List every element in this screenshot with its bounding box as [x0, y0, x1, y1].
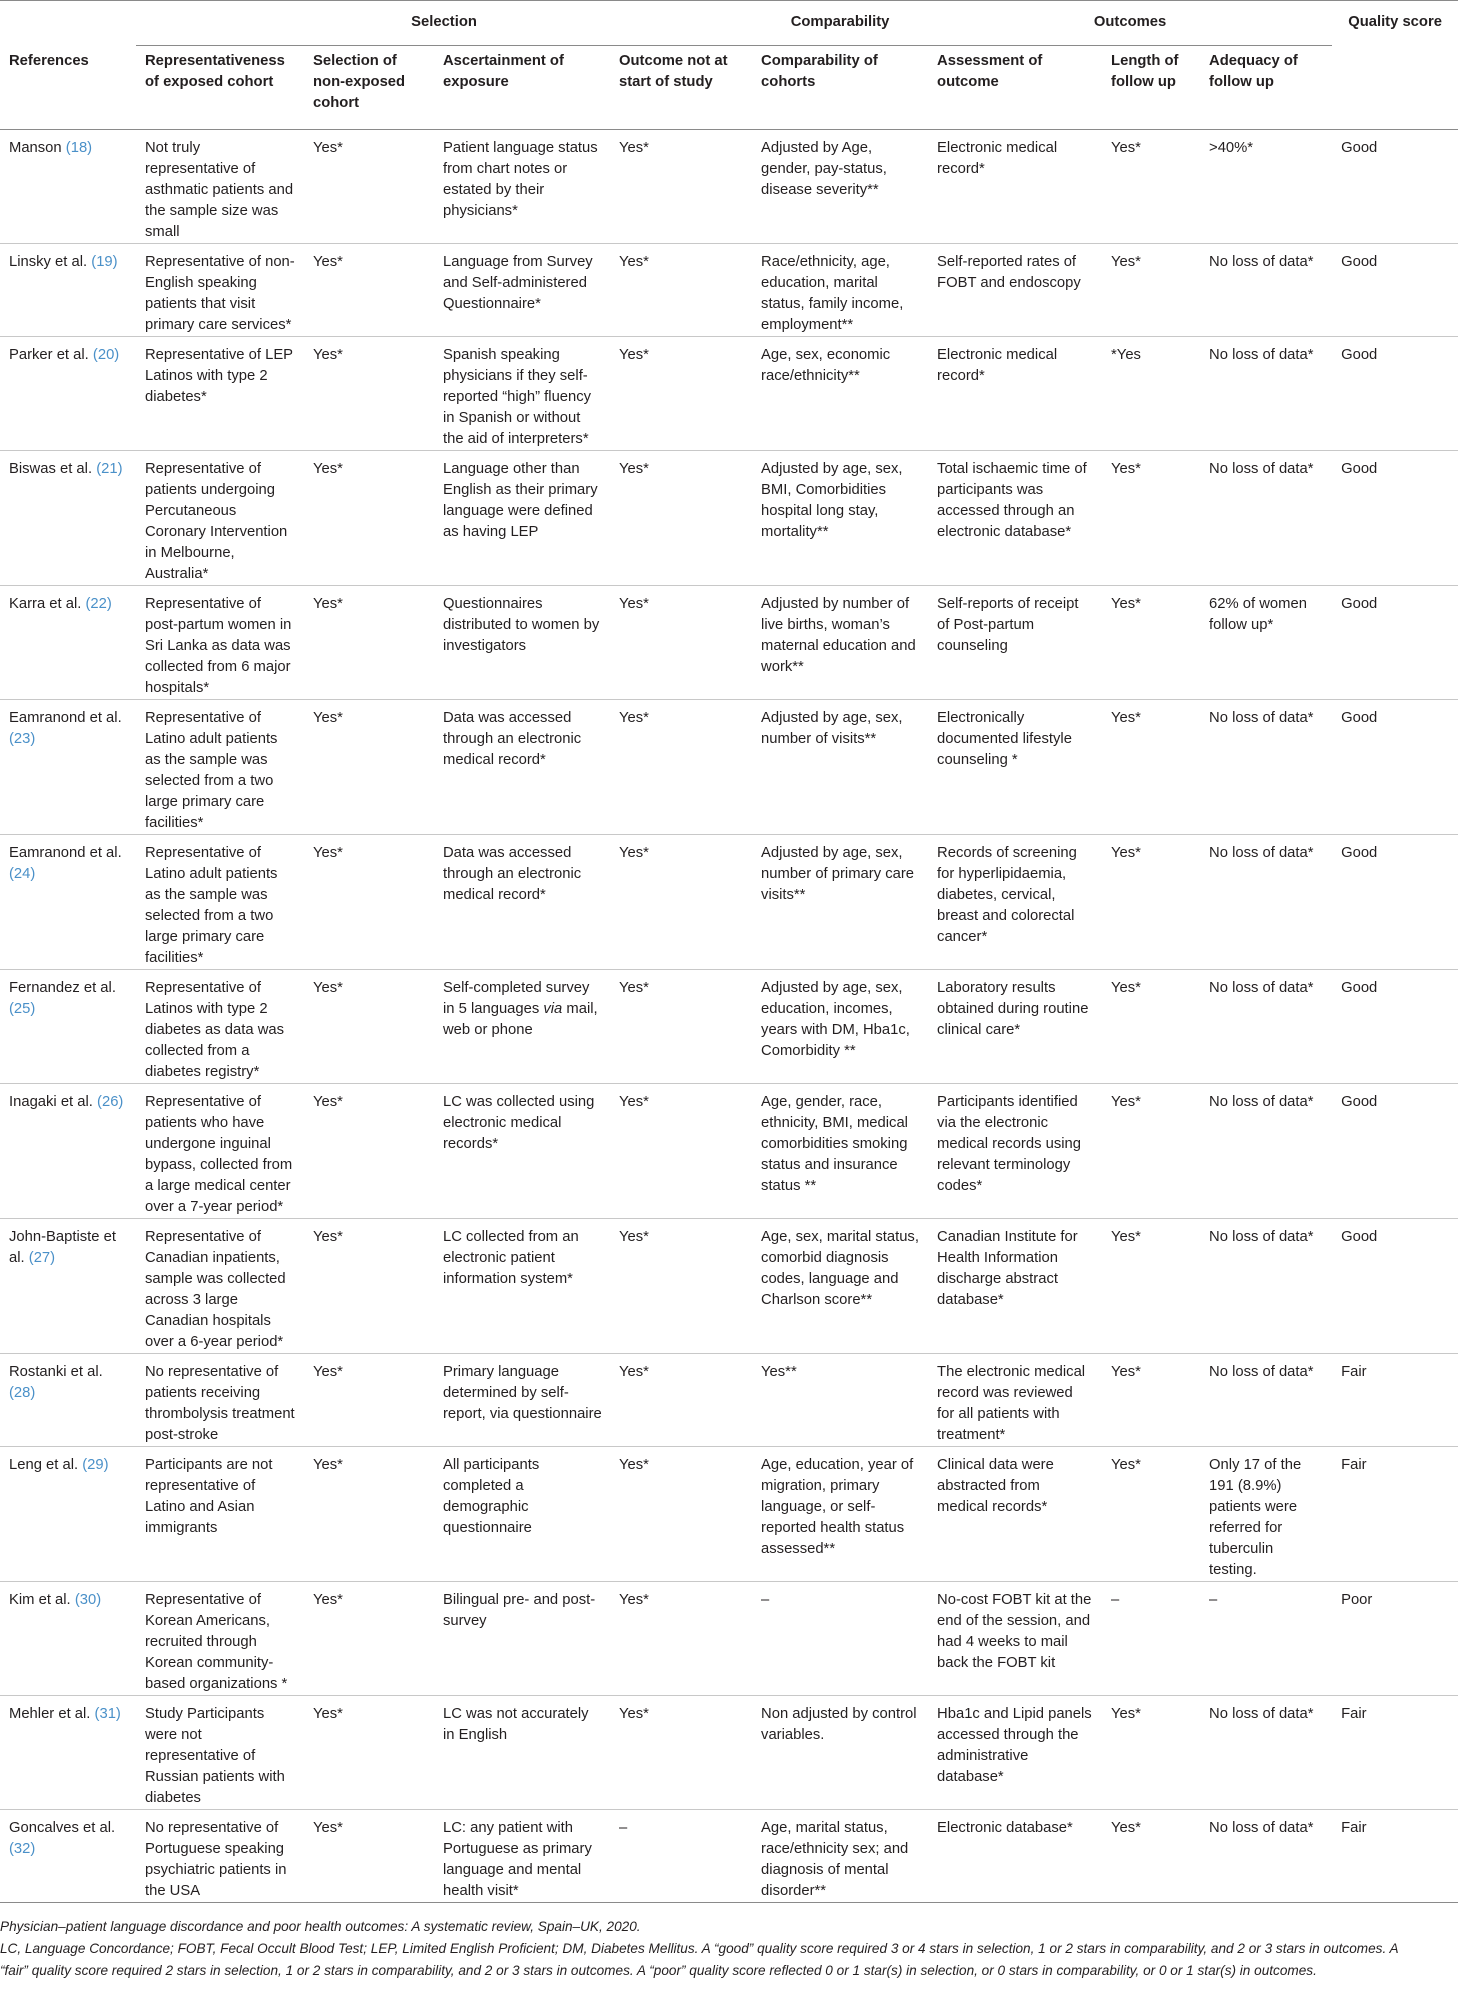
citation-link[interactable]: (25)	[9, 1001, 36, 1017]
cell-assessment-outcome: No-cost FOBT kit at the end of the session, and had 4 weeks to mail back the FOBT kit	[928, 1582, 1102, 1696]
cell-selection-non-exposed: Yes*	[304, 586, 434, 700]
cell-ascertainment: LC was collected using electronic medical records*	[434, 1084, 610, 1219]
cell-representativeness: Representative of patients undergoing Percutaneous Coronary Intervention in Melbourne, Australia*	[136, 451, 304, 586]
cell-ascertainment: Questionnaires distributed to women by investigators	[434, 586, 610, 700]
citation-link[interactable]: (19)	[91, 254, 118, 270]
cell-adequacy-follow-up: No loss of data*	[1200, 337, 1332, 451]
cell-quality-score: Good	[1332, 586, 1458, 700]
citation-link[interactable]: (28)	[9, 1385, 36, 1401]
cell-outcome-not-at-start: Yes*	[610, 244, 752, 337]
cell-outcome-not-at-start: Yes*	[610, 1696, 752, 1810]
cell-representativeness: Representative of post-partum women in Sri Lanka as data was collected from 6 major hospitals*	[136, 586, 304, 700]
cell-outcome-not-at-start: Yes*	[610, 1219, 752, 1354]
cell-adequacy-follow-up: No loss of data*	[1200, 244, 1332, 337]
table-row	[0, 1447, 1458, 1582]
cell-adequacy-follow-up: No loss of data*	[1200, 1219, 1332, 1354]
cell-quality-score: Fair	[1332, 1354, 1458, 1447]
cell-comparability: Age, marital status, race/ethnicity sex; and diagnosis of mental disorder**	[752, 1810, 928, 1903]
cell-reference	[0, 130, 136, 244]
cell-length-follow-up: Yes*	[1102, 1084, 1200, 1219]
cell-representativeness: Representative of non-English speaking patients that visit primary care services*	[136, 244, 304, 337]
cell-length-follow-up: Yes*	[1102, 1447, 1200, 1582]
group-comparability: Comparability	[752, 0, 928, 46]
footnote-line-2: “fair” quality score required 2 stars in selection, 1 or 2 stars in comparability, and 2 or 3 stars in outcomes. A “poor” quality score reflected 0 or 1 star(s) in selection, or 0 stars in comparability, or 0 or 1 star(s) in outcomes.	[0, 1963, 1317, 1978]
cell-ascertainment: Spanish speaking physicians if they self-reported “high” fluency in Spanish or without the aid of interpreters*	[434, 337, 610, 451]
cell-quality-score: Fair	[1332, 1447, 1458, 1582]
cell-quality-score: Fair	[1332, 1696, 1458, 1810]
table-body	[0, 130, 1458, 1903]
group-spacer	[0, 0, 136, 46]
table-row	[0, 244, 1458, 337]
col-representativeness: Representativeness of exposed cohort	[136, 46, 304, 130]
cell-representativeness: Not truly representative of asthmatic patients and the sample size was small	[136, 130, 304, 244]
cell-adequacy-follow-up: No loss of data*	[1200, 700, 1332, 835]
cell-ascertainment: LC collected from an electronic patient information system*	[434, 1219, 610, 1354]
cell-length-follow-up: Yes*	[1102, 130, 1200, 244]
citation-link[interactable]: (20)	[92, 347, 120, 363]
footnote-line-1: LC, Language Concordance; FOBT, Fecal Occult Blood Test; LEP, Limited English Proficient; DM, Diabetes Mellitus. A “good” quality score required 3 or 4 stars in selection, 1 or 2 stars in comparability, and 2 or 3 stars in outcomes. A	[0, 1941, 1399, 1956]
cell-reference	[0, 1084, 136, 1219]
cell-ascertainment: Bilingual pre- and post-survey	[434, 1582, 610, 1696]
cell-quality-score: Good	[1332, 700, 1458, 835]
cell-assessment-outcome: Self-reports of receipt of Post-partum counseling	[928, 586, 1102, 700]
cell-selection-non-exposed: Yes*	[304, 1582, 434, 1696]
cell-adequacy-follow-up: No loss of data*	[1200, 1696, 1332, 1810]
cell-length-follow-up: Yes*	[1102, 700, 1200, 835]
cell-comparability: Adjusted by age, sex, number of primary care visits**	[752, 835, 928, 970]
cell-representativeness: Study Participants were not representative of Russian patients with diabetes	[136, 1696, 304, 1810]
citation-link[interactable]: (22)	[85, 596, 112, 612]
reference-name: Goncalves et al.	[9, 1820, 116, 1836]
reference-name: Eamranond et al.	[9, 710, 122, 726]
cell-adequacy-follow-up: No loss of data*	[1200, 970, 1332, 1084]
cell-representativeness: Representative of patients who have undergone inguinal bypass, collected from a large medical center over a 7-year period*	[136, 1084, 304, 1219]
cell-quality-score: Good	[1332, 244, 1458, 337]
cell-length-follow-up: Yes*	[1102, 586, 1200, 700]
cell-selection-non-exposed: Yes*	[304, 1810, 434, 1903]
cell-reference	[0, 451, 136, 586]
reference-name: Parker et al.	[9, 347, 89, 363]
cell-comparability: Adjusted by age, sex, BMI, Comorbidities hospital long stay, mortality**	[752, 451, 928, 586]
cell-length-follow-up: Yes*	[1102, 970, 1200, 1084]
cell-assessment-outcome: Participants identified via the electronic medical records using relevant terminology codes*	[928, 1084, 1102, 1219]
cell-quality-score: Good	[1332, 130, 1458, 244]
cell-outcome-not-at-start: Yes*	[610, 130, 752, 244]
cell-selection-non-exposed: Yes*	[304, 700, 434, 835]
reference-name: Inagaki et al.	[9, 1094, 93, 1110]
cell-adequacy-follow-up: No loss of data*	[1200, 1810, 1332, 1903]
cell-reference	[0, 244, 136, 337]
table-row	[0, 1219, 1458, 1354]
cell-ascertainment: LC was not accurately in English	[434, 1696, 610, 1810]
cell-quality-score: Good	[1332, 337, 1458, 451]
cell-assessment-outcome: Clinical data were abstracted from medical records*	[928, 1447, 1102, 1582]
cell-assessment-outcome: Electronic medical record*	[928, 130, 1102, 244]
cell-outcome-not-at-start: Yes*	[610, 1447, 752, 1582]
cell-adequacy-follow-up: >40%*	[1200, 130, 1332, 244]
cell-reference	[0, 337, 136, 451]
cell-comparability: Adjusted by age, sex, education, incomes, years with DM, Hba1c, Comorbidity **	[752, 970, 928, 1084]
group-selection: Selection	[136, 0, 752, 46]
cell-selection-non-exposed: Yes*	[304, 970, 434, 1084]
cell-selection-non-exposed: Yes*	[304, 1084, 434, 1219]
cell-outcome-not-at-start: Yes*	[610, 1582, 752, 1696]
citation-link[interactable]: (31)	[94, 1706, 121, 1722]
cell-comparability: Yes**	[752, 1354, 928, 1447]
cell-comparability: Adjusted by Age, gender, pay-status, disease severity**	[752, 130, 928, 244]
cell-outcome-not-at-start: Yes*	[610, 835, 752, 970]
reference-name: Manson	[9, 140, 62, 156]
cell-assessment-outcome: Electronic medical record*	[928, 337, 1102, 451]
cell-outcome-not-at-start: Yes*	[610, 337, 752, 451]
table-row	[0, 130, 1458, 244]
cell-assessment-outcome: Hba1c and Lipid panels accessed through the administrative database*	[928, 1696, 1102, 1810]
cell-selection-non-exposed: Yes*	[304, 835, 434, 970]
col-selection-non-exposed: Selection of non-exposed cohort	[304, 46, 434, 130]
col-outcome-not-at-start: Outcome not at start of study	[610, 46, 752, 130]
citation-link[interactable]: (29)	[82, 1457, 109, 1473]
cell-length-follow-up: Yes*	[1102, 451, 1200, 586]
cell-reference	[0, 1810, 136, 1903]
cell-representativeness: Representative of Korean Americans, recruited through Korean community-based organizations *	[136, 1582, 304, 1696]
cell-assessment-outcome: Electronic database*	[928, 1810, 1102, 1903]
citation-link[interactable]: (23)	[9, 731, 36, 747]
cell-comparability: –	[752, 1582, 928, 1696]
table-row	[0, 451, 1458, 586]
cell-selection-non-exposed: Yes*	[304, 1447, 434, 1582]
cell-selection-non-exposed: Yes*	[304, 451, 434, 586]
table-row	[0, 1582, 1458, 1696]
cell-selection-non-exposed: Yes*	[304, 1354, 434, 1447]
col-assessment-outcome: Assessment of outcome	[928, 46, 1102, 130]
cell-outcome-not-at-start: Yes*	[610, 970, 752, 1084]
column-header-row	[0, 46, 1458, 130]
cell-assessment-outcome: Total ischaemic time of participants was accessed through an electronic database*	[928, 451, 1102, 586]
cell-comparability: Age, sex, marital status, comorbid diagnosis codes, language and Charlson score**	[752, 1219, 928, 1354]
cell-adequacy-follow-up: No loss of data*	[1200, 451, 1332, 586]
cell-reference	[0, 970, 136, 1084]
reference-name: Kim et al.	[9, 1592, 71, 1608]
citation-link[interactable]: (27)	[28, 1250, 56, 1266]
cell-reference	[0, 1696, 136, 1810]
reference-name: Biswas et al.	[9, 461, 93, 477]
cell-comparability: Race/ethnicity, age, education, marital status, family income, employment**	[752, 244, 928, 337]
cell-comparability: Adjusted by age, sex, number of visits**	[752, 700, 928, 835]
cell-comparability: Non adjusted by control variables.	[752, 1696, 928, 1810]
citation-link[interactable]: (24)	[9, 866, 36, 882]
cell-quality-score: Poor	[1332, 1582, 1458, 1696]
cell-adequacy-follow-up: No loss of data*	[1200, 1354, 1332, 1447]
cell-ascertainment: Language other than English as their primary language were defined as having LEP	[434, 451, 610, 586]
cell-reference	[0, 835, 136, 970]
col-quality-score	[1332, 46, 1458, 130]
cell-length-follow-up: *Yes	[1102, 337, 1200, 451]
reference-name: Leng et al.	[9, 1457, 79, 1473]
cell-representativeness: Representative of LEP Latinos with type 2 diabetes*	[136, 337, 304, 451]
cell-selection-non-exposed: Yes*	[304, 244, 434, 337]
cell-assessment-outcome: Electronically documented lifestyle counseling *	[928, 700, 1102, 835]
cell-adequacy-follow-up: Only 17 of the 191 (8.9%) patients were referred for tuberculin testing.	[1200, 1447, 1332, 1582]
cell-reference	[0, 1447, 136, 1582]
cell-length-follow-up: Yes*	[1102, 1810, 1200, 1903]
cell-representativeness: Representative of Latino adult patients as the sample was selected from a two large primary care facilities*	[136, 835, 304, 970]
col-ascertainment: Ascertainment of exposure	[434, 46, 610, 130]
cell-quality-score: Good	[1332, 1084, 1458, 1219]
cell-representativeness: Representative of Latinos with type 2 diabetes as data was collected from a diabetes registry*	[136, 970, 304, 1084]
table-header	[0, 0, 1458, 130]
cell-comparability: Adjusted by number of live births, woman’s maternal education and work**	[752, 586, 928, 700]
cell-assessment-outcome: Laboratory results obtained during routine clinical care*	[928, 970, 1102, 1084]
cell-adequacy-follow-up: No loss of data*	[1200, 835, 1332, 970]
cell-assessment-outcome: The electronic medical record was reviewed for all patients with treatment*	[928, 1354, 1102, 1447]
cell-length-follow-up: Yes*	[1102, 835, 1200, 970]
cell-comparability: Age, education, year of migration, primary language, or self-reported health status assessed**	[752, 1447, 928, 1582]
table-row	[0, 970, 1458, 1084]
cell-representativeness: No representative of patients receiving thrombolysis treatment post-stroke	[136, 1354, 304, 1447]
cell-assessment-outcome: Self-reported rates of FOBT and endoscopy	[928, 244, 1102, 337]
cell-comparability: Age, gender, race, ethnicity, BMI, medical comorbidities smoking status and insurance status **	[752, 1084, 928, 1219]
col-length-follow-up: Length of follow up	[1102, 46, 1200, 130]
citation-link[interactable]: (18)	[65, 140, 93, 156]
table-caption: Physician–patient language discordance and poor health outcomes: A systematic review, Spain–UK, 2020.	[0, 1919, 641, 1934]
cell-adequacy-follow-up: 62% of women follow up*	[1200, 586, 1332, 700]
cell-adequacy-follow-up: –	[1200, 1582, 1332, 1696]
table-row	[0, 1696, 1458, 1810]
cell-quality-score: Good	[1332, 1219, 1458, 1354]
cell-outcome-not-at-start: –	[610, 1810, 752, 1903]
cell-adequacy-follow-up: No loss of data*	[1200, 1084, 1332, 1219]
cell-length-follow-up: –	[1102, 1582, 1200, 1696]
citation-link[interactable]: (26)	[97, 1094, 124, 1110]
cell-outcome-not-at-start: Yes*	[610, 700, 752, 835]
cell-length-follow-up: Yes*	[1102, 1219, 1200, 1354]
cell-quality-score: Good	[1332, 451, 1458, 586]
cell-reference	[0, 1354, 136, 1447]
cell-representativeness: No representative of Portuguese speaking psychiatric patients in the USA	[136, 1810, 304, 1903]
table-row	[0, 1810, 1458, 1903]
cell-ascertainment: Data was accessed through an electronic medical record*	[434, 835, 610, 970]
cell-reference	[0, 1582, 136, 1696]
reference-name: Mehler et al.	[9, 1706, 91, 1722]
cell-ascertainment: LC: any patient with Portuguese as primary language and mental health visit*	[434, 1810, 610, 1903]
cell-ascertainment: Patient language status from chart notes or estated by their physicians*	[434, 130, 610, 244]
cell-ascertainment: Self-completed survey in 5 languages via mail, web or phone	[434, 970, 610, 1084]
table-row	[0, 1354, 1458, 1447]
cell-outcome-not-at-start: Yes*	[610, 586, 752, 700]
cell-outcome-not-at-start: Yes*	[610, 1354, 752, 1447]
cell-ascertainment: All participants completed a demographic questionnaire	[434, 1447, 610, 1582]
cell-length-follow-up: Yes*	[1102, 1354, 1200, 1447]
cell-reference	[0, 700, 136, 835]
cell-quality-score: Good	[1332, 835, 1458, 970]
citation-link[interactable]: (30)	[74, 1592, 102, 1608]
reference-name: Linsky et al.	[9, 254, 88, 270]
cell-representativeness: Participants are not representative of Latino and Asian immigrants	[136, 1447, 304, 1582]
cell-length-follow-up: Yes*	[1102, 1696, 1200, 1810]
group-header-row	[0, 0, 1458, 46]
table-row	[0, 1084, 1458, 1219]
reference-name: Fernandez et al.	[9, 980, 116, 996]
reference-name: Rostanki et al.	[9, 1364, 103, 1380]
table-row	[0, 586, 1458, 700]
cell-quality-score: Good	[1332, 970, 1458, 1084]
cell-ascertainment: Primary language determined by self-report, via questionnaire	[434, 1354, 610, 1447]
group-quality-score: Quality score	[1348, 14, 1442, 31]
cell-comparability: Age, sex, economic race/ethnicity**	[752, 337, 928, 451]
cell-selection-non-exposed: Yes*	[304, 337, 434, 451]
col-references: References	[0, 46, 136, 130]
table-row	[0, 700, 1458, 835]
cell-selection-non-exposed: Yes*	[304, 1219, 434, 1354]
col-adequacy-follow-up: Adequacy of follow up	[1200, 46, 1332, 130]
reference-name: Karra et al.	[9, 596, 82, 612]
col-comparability: Comparability of cohorts	[752, 46, 928, 130]
cell-outcome-not-at-start: Yes*	[610, 1084, 752, 1219]
reference-name: John-Baptiste et al.	[9, 1229, 116, 1266]
cell-ascertainment: Language from Survey and Self-administered Questionnaire*	[434, 244, 610, 337]
citation-link[interactable]: (32)	[9, 1841, 36, 1857]
cell-ascertainment: Data was accessed through an electronic medical record*	[434, 700, 610, 835]
cell-selection-non-exposed: Yes*	[304, 130, 434, 244]
table-row	[0, 337, 1458, 451]
reference-name: Eamranond et al.	[9, 845, 122, 861]
cell-representativeness: Representative of Canadian inpatients, sample was collected across 3 large Canadian hospitals over a 6-year period*	[136, 1219, 304, 1354]
table-row	[0, 835, 1458, 970]
cell-reference	[0, 586, 136, 700]
cell-reference	[0, 1219, 136, 1354]
cell-length-follow-up: Yes*	[1102, 244, 1200, 337]
group-outcomes: Outcomes	[928, 0, 1332, 46]
cell-assessment-outcome: Canadian Institute for Health Information discharge abstract database*	[928, 1219, 1102, 1354]
cell-quality-score: Fair	[1332, 1810, 1458, 1903]
cell-selection-non-exposed: Yes*	[304, 1696, 434, 1810]
cell-outcome-not-at-start: Yes*	[610, 451, 752, 586]
cell-assessment-outcome: Records of screening for hyperlipidaemia, diabetes, cervical, breast and colorectal cancer*	[928, 835, 1102, 970]
cell-representativeness: Representative of Latino adult patients as the sample was selected from a two large primary care facilities*	[136, 700, 304, 835]
citation-link[interactable]: (21)	[96, 461, 123, 477]
